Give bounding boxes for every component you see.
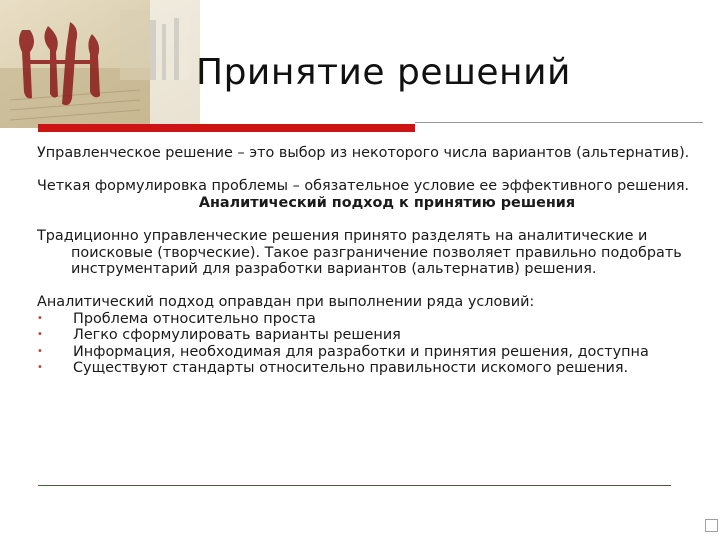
section-subheading: Аналитический подход к принятию решения [198, 194, 576, 211]
list-item-text: Проблема относительно проста [73, 310, 316, 327]
list-item-text: Информация, необходимая для разработки и принятия решения, доступна [73, 343, 649, 360]
title-accent-bar [38, 124, 415, 132]
bullet-icon: • [37, 312, 43, 324]
monogram-logo-icon [0, 0, 200, 128]
footer-divider [38, 485, 671, 486]
list-item [37, 311, 697, 327]
page-title: Принятие решений [196, 52, 571, 93]
list-item [37, 327, 697, 343]
list-item-text: Легко сформулировать варианты решения [73, 327, 401, 344]
bullet-icon: • [37, 329, 43, 341]
paragraph-decision-types: Традиционно управленческие решения принято разделять на аналитические и поисковые (творческие). Такое разграничение позволяет правильно подобрать инструментарий для разработки вариантов (альтернатив) решения. [37, 228, 682, 278]
slide-body [37, 145, 697, 376]
bullet-icon: • [37, 362, 43, 374]
title-divider [415, 122, 703, 123]
conditions-list [37, 311, 697, 377]
list-item-text: Существуют стандарты относительно правильности искомого решения. [73, 360, 629, 377]
list-item [37, 344, 697, 360]
paragraph-conditions-intro: Аналитический подход оправдан при выполнении ряда условий: [37, 294, 535, 311]
paragraph-definition: Управленческое решение – это выбор из некоторого числа вариантов (альтернатив). [37, 145, 690, 161]
paragraph-problem-statement: Четкая формулировка проблемы – обязательное условие ее эффективного решения. [37, 178, 690, 195]
corner-square-icon [705, 519, 718, 532]
list-item [37, 360, 697, 376]
bullet-icon: • [37, 345, 43, 357]
